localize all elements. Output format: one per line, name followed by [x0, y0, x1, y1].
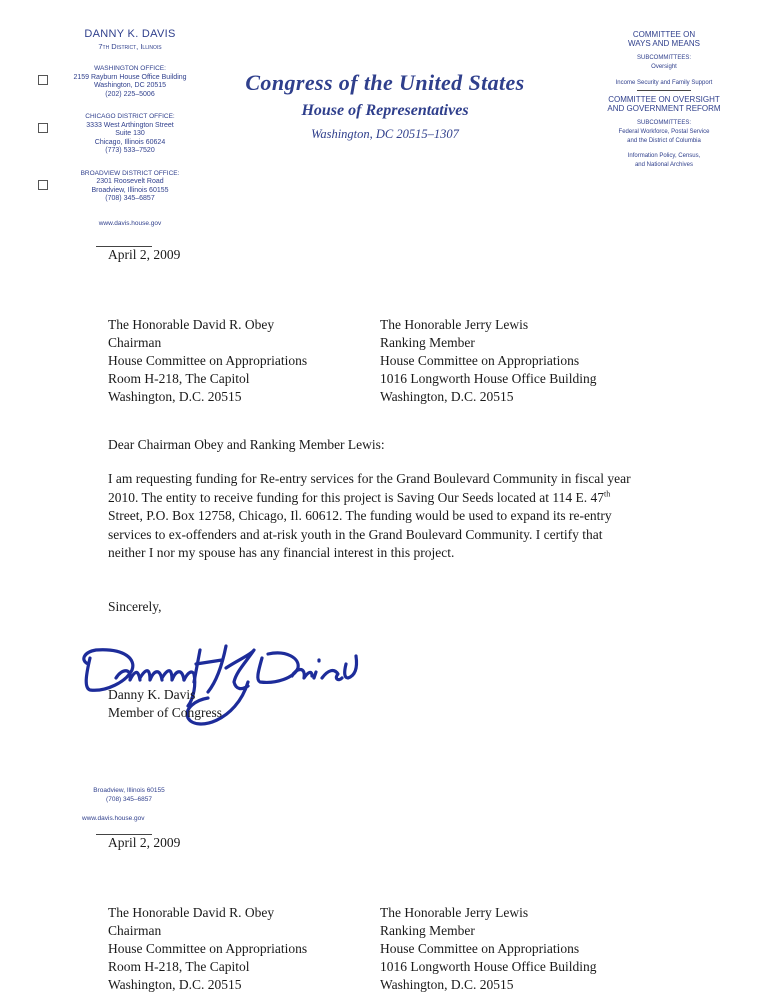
salutation: Dear Chairman Obey and Ranking Member Lewis: — [108, 437, 385, 452]
letterhead-right: COMMITTEE ON WAYS AND MEANS SUBCOMMITTEES: Oversight Income Security and Family Support COMMITTEE ON OVERSIGHT AND GOVERNMENT REFORM SUBCOMMITTEES: Federal Workforce, Postal Service and the District of Columbia Information Policy, Census, and National Archives — [607, 30, 721, 168]
repeat-recipient-lewis: The Honorable Jerry Lewis Ranking Member House Committee on Appropriations 1016 Longworth House Office Building Washington, D.C. 20515 — [380, 905, 597, 992]
signer-title: Member of Congress — [108, 705, 222, 720]
repeat-office: Broadview, Illinois 60155 (708) 345–6857 — [93, 787, 165, 803]
letterhead-left — [40, 28, 220, 227]
letterhead-center — [220, 70, 550, 142]
repeat-recipient-obey: The Honorable David R. Obey Chairman House Committee on Appropriations Room H-218, The Capitol Washington, D.C. 20515 — [108, 905, 308, 992]
house-title: House of Representatives — [301, 102, 469, 119]
checkbox[interactable] — [38, 180, 48, 190]
district-label: 7th District, Illinois — [98, 42, 162, 51]
repeat-letter-date: April 2, 2009 — [108, 835, 181, 850]
signer-name: Danny K. Davis — [108, 687, 196, 702]
signer-block — [108, 686, 222, 722]
recipient-obey: The Honorable David R. Obey Chairman House Committee on Appropriations Room H-218, The Capitol Washington, D.C. 20515 — [108, 317, 308, 404]
checkbox[interactable] — [38, 123, 48, 133]
website-link[interactable]: www.davis.house.gov — [98, 219, 162, 227]
divider — [637, 90, 691, 91]
body-paragraph: I am requesting funding for Re-entry services for the Grand Boulevard Community in fiscal year 2010. The entity to receive funding for this project is Saving Our Seeds located at 114 E. 47th Street, P.O. Box 12758, Chicago, Il. 60612. The funding would be used to expand its re-entry services to ex-offenders and at-risk youth in the Grand Boulevard Community. I certify that neither I nor my spouse has any financial interest in this project. — [108, 471, 631, 560]
washington-office: WASHINGTON OFFICE: 2159 Rayburn House Office Building Washington, DC 20515 (202) 225–5006 — [40, 65, 220, 99]
washington-address: Washington, DC 20515–1307 — [311, 127, 459, 141]
checkbox[interactable] — [38, 75, 48, 85]
broadview-office: BROADVIEW DISTRICT OFFICE: 2301 Roosevelt Road Broadview, Illinois 60155 (708) 345–6857 — [40, 170, 220, 204]
closing: Sincerely, — [108, 599, 162, 614]
letter-date: April 2, 2009 — [108, 247, 181, 262]
repeat-website[interactable]: www.davis.house.gov — [82, 815, 145, 822]
congress-title: Congress of the United States — [245, 70, 525, 95]
recipient-lewis: The Honorable Jerry Lewis Ranking Member House Committee on Appropriations 1016 Longworth House Office Building Washington, D.C. 20515 — [380, 317, 597, 404]
representative-name: DANNY K. DAVIS — [84, 28, 176, 40]
chicago-office: CHICAGO DISTRICT OFFICE: 3333 West Arthington Street Suite 130 Chicago, Illinois 60624 (773) 533–7520 — [40, 113, 220, 156]
